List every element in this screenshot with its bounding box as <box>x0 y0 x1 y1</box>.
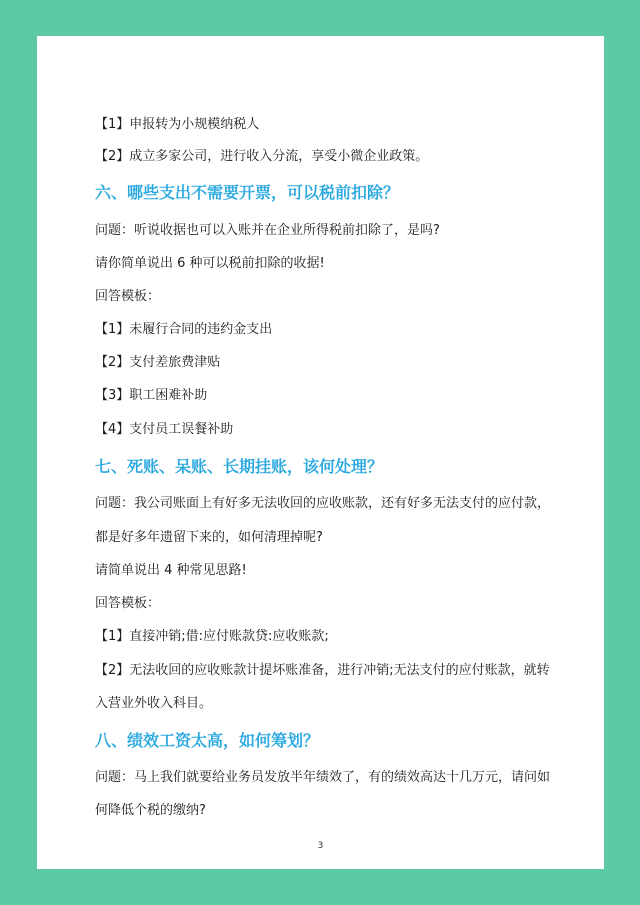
document-page <box>37 36 604 869</box>
question-line: 问题：听说收据也可以入账并在企业所得税前扣除了，是吗? <box>95 223 440 238</box>
question-line: 何降低个税的缴纳? <box>95 803 206 818</box>
answer-line: 【1】未履行合同的违约金支出 <box>95 322 273 337</box>
question-line: 请你简单说出 6 种可以税前扣除的收据! <box>95 256 325 271</box>
answer-line: 【1】申报转为小规模纳税人 <box>95 117 260 132</box>
answer-line: 入营业外收入科目。 <box>95 696 213 711</box>
template-label: 回答模板： <box>95 596 161 611</box>
answer-line: 【2】成立多家公司，进行收入分流，享受小微企业政策。 <box>95 149 429 164</box>
question-line: 问题：马上我们就要给业务员发放半年绩效了，有的绩效高达十几万元，请问如 <box>95 770 551 785</box>
section-heading-6: 六、哪些支出不需要开票，可以税前扣除？ <box>95 183 400 202</box>
question-line: 问题：我公司账面上有好多无法收回的应收账款，还有好多无法支付的应付款， <box>95 496 551 511</box>
answer-line: 【4】支付员工误餐补助 <box>95 422 234 437</box>
answer-line: 【2】支付差旅费津贴 <box>95 355 221 370</box>
page-number: 3 <box>317 841 324 851</box>
section-heading-8: 八、绩效工资太高，如何筹划？ <box>95 731 320 750</box>
answer-line: 【1】直接冲销;借:应付账款贷:应收账款; <box>95 629 329 644</box>
question-line: 都是好多年遗留下来的，如何清理掉呢? <box>95 530 323 545</box>
question-line: 请简单说出 4 种常见思路! <box>95 563 247 578</box>
answer-line: 【3】职工困难补助 <box>95 388 208 403</box>
answer-line: 【2】无法收回的应收账款计提坏账准备，进行冲销;无法支付的应付账款，就转 <box>95 663 550 678</box>
template-label: 回答模板： <box>95 289 161 304</box>
section-heading-7: 七、死账、呆账、长期挂账，该何处理？ <box>95 457 384 476</box>
